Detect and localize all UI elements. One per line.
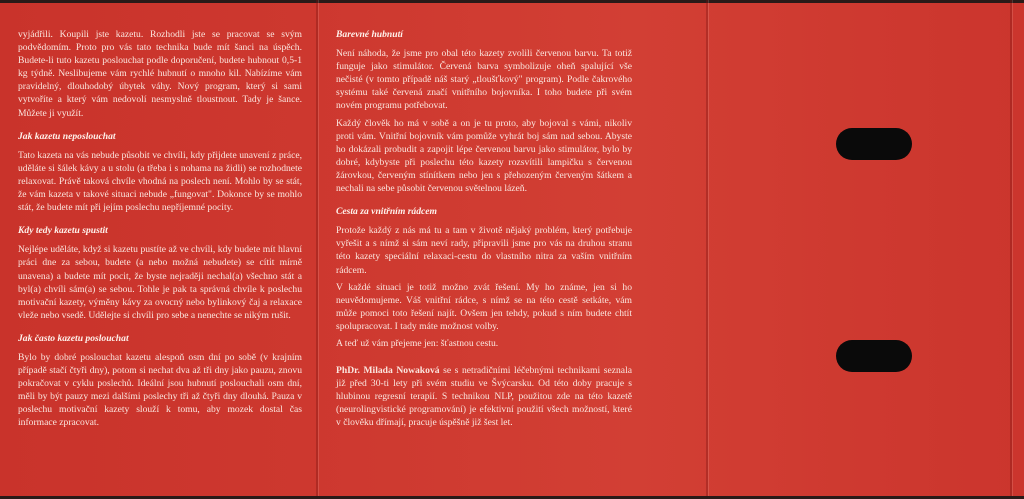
right-text-panel (336, 0, 632, 499)
left-text-panel (18, 0, 302, 499)
section-heading-how-not-to-listen: Jak kazetu neposlouchat (18, 130, 116, 142)
author-bio-text: se s netradičními léčebnými technikami seznala již před 30-ti lety při svém studiu ve Švýcarsku. Od této doby pracuje s hlubinou regresní terapií. S technikou NLP, použitou zde na této kazetě (neurolingvistické programování) je efektivní použití všech možností, které v člověku dřímají, pracuje úspěšně již šest let. (336, 365, 632, 429)
fold-line (706, 0, 708, 499)
spool-hole-top (836, 128, 912, 160)
fold-line (316, 0, 318, 499)
section-heading-when-to-play: Kdy tedy kazetu spustit (18, 225, 108, 237)
section-text-when-to-play: Nejlépe uděláte, když si kazetu pustíte až ve chvíli, kdy budete mít hlavní práci dne za sebou, budete (a nebo možná nebudete) se cítit mírně unavena) a budete mít pocit, že byste nejraději nechal(a) všechno stát a byl(a) chvíli sám(a) se sebou. Tohle je pak ta správná chvíle k poslechu motivační kazety, výměny kávy za ovocný nebo bylinkový čaj a relaxace vleže nebo vsedě. Udělejte si chvíli pro sebe a nenechte se nikým rušit. (18, 244, 302, 321)
fold-line (1010, 0, 1012, 499)
author-bio (336, 364, 632, 429)
section-text-inner-advisor-2: V každé situaci je totiž možno zvát řešení. My ho známe, jen si ho neuvědomujeme. Váš vnitřní rádce, s nímž se na této cestě setkáte, vám může pomoci toto řešení najít. Ovšem jen tehdy, pokud s ním budete chtít spolupracovat. I tady máte možnost volby. (336, 281, 632, 332)
spool-hole-bottom (836, 340, 912, 372)
section-heading-inner-advisor: Cesta za vnitřním rádcem (336, 206, 438, 218)
section-text-how-not-to-listen: Tato kazeta na vás nebude působit ve chvíli, kdy přijdete unavení z práce, uděláte si šálek kávy a u stolu (a třeba i s nohama na židli) se rozhodnete relaxovat. Právě taková chvíle vhodná na poslech není. Mohlo by se stát, že vám kazeta v takové situaci nebude „fungovat". Dokonce by se mohlo stát, že budete mít při jejím poslechu nepříjemné pocity. (18, 149, 302, 214)
section-text-how-often: Bylo by dobré poslouchat kazetu alespoň osm dní po sobě (v krajním případě stačí čtyři dny), potom si nechat dva až tři dny jako pauzu, znovu pokračovat v cyklu poslechů. Ideální jsou hubnutí poslouchali osm dní, měli by být pauzy mezi dalšími poslechy tři až čtyři dny dlouhá. Pauza v poslechu motivační kazety slouží k tomu, aby mozek dostal čas informace zpracovat. (18, 351, 302, 429)
section-heading-color-slimming: Barevné hubnutí (336, 29, 403, 40)
section-heading-how-often: Jak často kazetu poslouchat (18, 332, 129, 344)
closing-wish: A teď už vám přejeme jen: šťastnou cestu. (336, 337, 499, 349)
intro-paragraph: vyjádřili. Koupili jste kazetu. Rozhodli jste se pracovat se svým podvědomím. Proto pro vás tato technika bude mít šanci na úspěch. Budete-li tuto kazetu poslouchat podle doporučení, budete hubnout 0,5-1 kg týdně. Neslibujeme vám rychlé hubnutí o mnoho kil. Nabízíme vám pravidelný, dlouhodobý úbytek váhy. Nový program, který si sami vytvoříte a který vám nedovolí nesmyslně tloustnout. Tady je šance. Můžete ji využít. (18, 29, 302, 119)
section-text-color-slimming-1: Není náhoda, že jsme pro obal této kazety zvolili červenou barvu. Ta totiž funguje jako stimulátor. Červená barva symbolizuje oheň spalující vše nečisté (v tomto případě náš starý „tloušťkový" program). Podle čakrového systému také červená značí vnitřního bojovníka. I toho budete při svém novém programu potřebovat. (336, 48, 632, 112)
author-name: PhDr. Milada Nowaková (336, 365, 440, 377)
section-text-color-slimming-2: Každý člověk ho má v sobě a on je tu proto, aby bojoval s vámi, nikoliv proti vám. Vnitřní bojovník vám pomůže vyhrát boj sám nad sebou. Abyste ho dokázali probudit a zapojit lépe červenou barvu jako stimulátor, bylo by dobré, kdybyste při poslechu této kazety rozsvítili lampičku s červenou žárovkou, červeným stínítkem nebo jen s přehozeným červeným šátkem a nechali na sebe působit červenou světelnou lázeň. (336, 117, 632, 195)
section-text-inner-advisor-1: Protože každý z nás má tu a tam v životě nějaký problém, který potřebuje vyřešit a s nímž si sám neví rady, připravili jsme pro vás na druhou stranu této kazety speciální relaxaci-cestu do vlastního nitra za vaším vnitřním rádcem. (336, 225, 632, 276)
